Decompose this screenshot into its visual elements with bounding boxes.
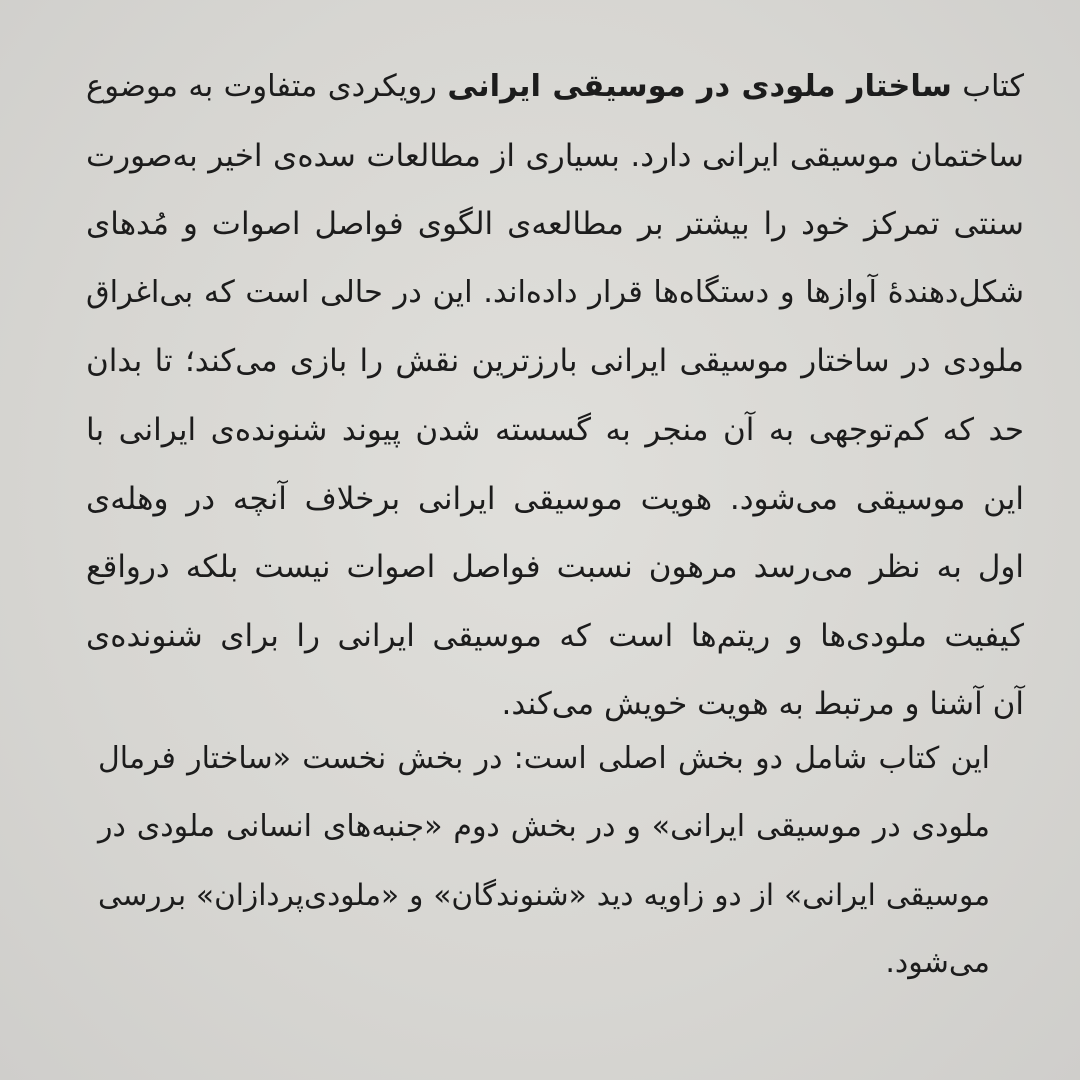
text-line: می‌شود. [885,945,990,980]
text-line: آن آشنا و مرتبط به هویت خویش می‌کند. [501,686,1024,723]
text-line: اول به نظر می‌رسد مرهون نسبت فواصل اصوات نیست بلکه درواقع [86,549,1024,586]
text-line: ملودی در موسیقی ایرانی» و در بخش دوم «جنبه‌های انسانی ملودی در [98,809,990,844]
paragraph-structure [98,738,990,1010]
text-line: کیفیت ملودی‌ها و ریتم‌ها است که موسیقی ایرانی را برای شنونده‌ی [86,617,1024,654]
text-line: موسیقی ایرانی» از دو زاویه دید «شنوندگان» و «ملودی‌پردازان» بررسی [98,878,990,912]
text-line [86,66,1024,135]
text-fragment: کتاب [962,69,1024,104]
text-fragment: رویکردی متفاوت به موضوع [86,69,437,104]
text-line: ملودی در ساختار موسیقی ایرانی بارزترین نقش را بازی می‌کند؛ تا بدان [86,343,1024,380]
text-line: این کتاب شامل دو بخش اصلی است: در بخش نخست «ساختار فرمال [98,741,990,776]
text-line: سنتی تمرکز خود را بیشتر بر مطالعه‌ی الگوی فواصل اصوات و مُدهای [86,206,1024,243]
text-line: حد که کم‌توجهی به آن منجر به گسسته شدن پیوند شنونده‌ی ایرانی با [86,411,1024,448]
paragraph-intro [86,66,1024,752]
book-title: ساختار ملودی در موسیقی ایرانی [447,69,952,104]
text-line: ساختمان موسیقی ایرانی دارد. بسیاری از مطالعات سده‌ی اخیر به‌صورت [86,137,1024,174]
text-line: شکل‌دهندۀ آوازها و دستگاه‌ها قرار داده‌اند. این در حالی است که بی‌اغراق [86,274,1024,310]
text-line: این موسیقی می‌شود. هویت موسیقی ایرانی برخلاف آنچه در وهله‌ی [86,480,1024,517]
